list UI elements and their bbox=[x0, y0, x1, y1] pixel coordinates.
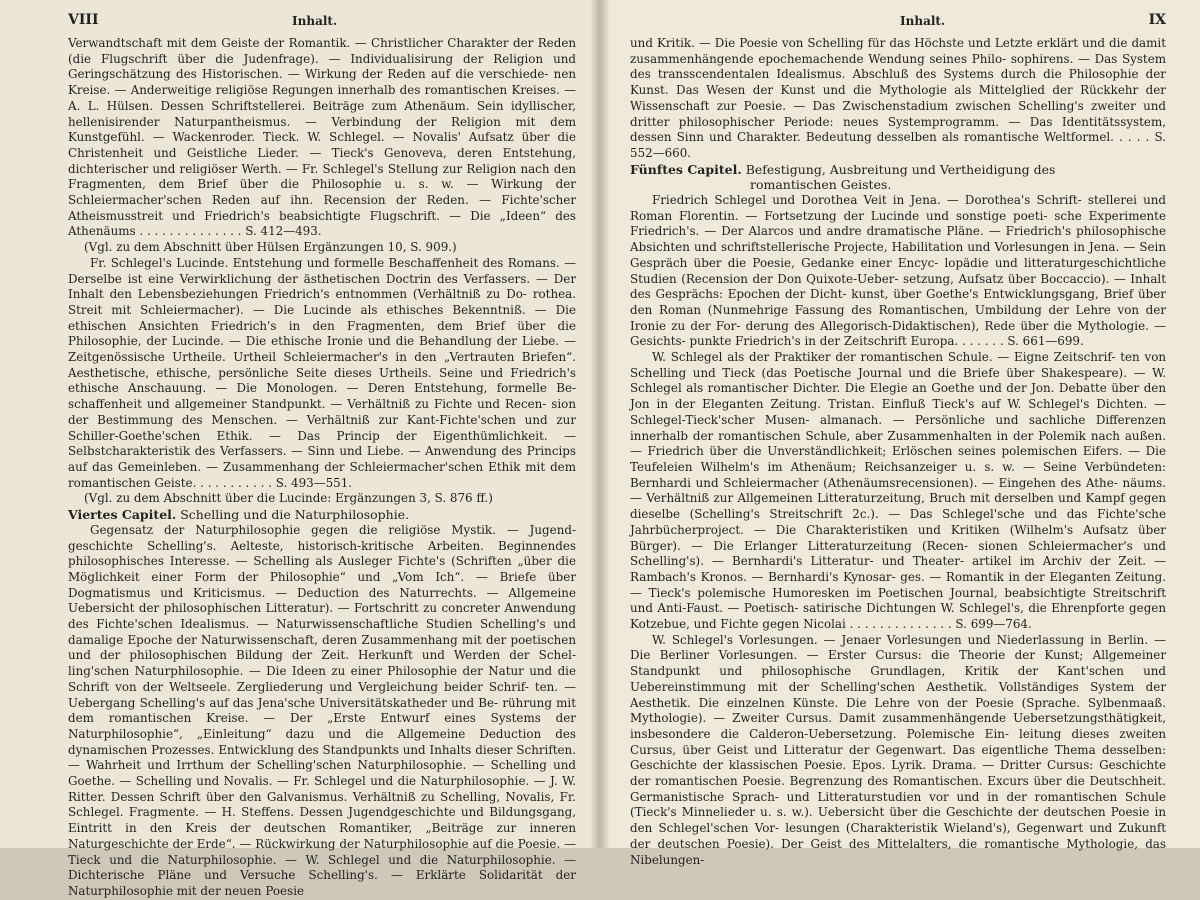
text-line: Bernhardi und Schleiermacher (Athenäumsrecensionen). — Eingehen des Athe- bbox=[630, 475, 1118, 490]
text-line: Schelling's. — Erklärte Solidarität der Naturphilosophie mit der neuen Poesie bbox=[68, 868, 576, 898]
text-line: des Romantischen. Excurs über die Deutschheit. Germanistische Sprach- und bbox=[630, 774, 1166, 804]
text-line: rothea. Streit mit Schleiermacher). — Die Lucinde als ethisches Bekenntniß. — bbox=[68, 287, 577, 317]
text-line: Drama. — Dritter Cursus: Geschichte der romantischen Poesie. Begrenzung bbox=[630, 758, 1167, 789]
text-line: zur Schiller-Goethe'schen Ethik. — Das Princip der Eigenthümlichkeit. — bbox=[68, 412, 577, 443]
text-line: satirische Dichtungen W. Schlegel's, die Ehrenpforte gegen Kotzebue, und Fichte bbox=[630, 601, 1166, 632]
text-line: Friedrich Schlegel und Dorothea Veit in Jena. — Dorothea's Schrift- bbox=[652, 193, 1082, 208]
text-line: Zeitgenössische Urtheile. Urtheil Schleiermacher's in den „Vertrauten Briefen“. bbox=[68, 350, 576, 365]
text-line: geschichte Schelling's. Aelteste, historisch-kritische Arbeiten. Beginnendes bbox=[68, 538, 576, 553]
right-running-head: Inhalt. bbox=[900, 14, 946, 28]
text-line: Systems durch die Philosophie der Kunst. Das Wesen der Kunst und die bbox=[630, 67, 1166, 98]
text-line: und das Fichte'sche Jahrbücherproject. — Die Charakteristiken und Kritiken bbox=[630, 507, 1167, 537]
text-line: Princips auf das Gemeinleben. — Zusammenhang der Schleiermacher'schen bbox=[68, 444, 577, 474]
text-line: (Wilhelm's Aufsatz über Bürger). — Die Erlanger Litteraturzeitung (Recen- bbox=[630, 522, 1166, 553]
text-line: „Ideen“ des Athenäums . . . . . . . . . . . . . . S. 412—493. bbox=[68, 208, 576, 239]
left-page-number: VIII bbox=[68, 12, 99, 28]
text-line: Wirkung der Schleiermacher'schen Reden auf ihn. Recension der Reden. — bbox=[68, 177, 576, 208]
text-line: philosophisches Interesse. — Schelling als Ausleger Fichte's (Schriften „über bbox=[68, 554, 552, 569]
text-line: Verwandtschaft mit dem Geiste der Romantik. — Christlicher Charakter der bbox=[68, 36, 534, 50]
text-line: ten von Schelling und Tieck (das Poetische Journal und die Briefe über bbox=[630, 350, 1167, 380]
text-line: Dogmatismus und Kriticismus. — Deduction des Naturrechts. — Allgemeine bbox=[68, 585, 576, 600]
text-line: setzung, Aufsatz über Boccaccio). — Inhalt des Gesprächs: Epochen der Dicht- bbox=[630, 271, 1166, 302]
text-line: Sein idyllischer, hellenisirender Naturpantheismus. — Verbindung der Religion bbox=[68, 98, 577, 129]
text-line: Aesthetische, ethische, persönliche Seite dieses Urtheils. Seine und Friedrich's bbox=[68, 365, 576, 380]
text-line: Zwischenstadium zwischen Schelling's zweiter und dritter philosophischer Periode: bbox=[630, 98, 1166, 129]
text-line: Uebersicht der philosophischen Litteratur). — Fortschritt zu concreter Anwendung bbox=[68, 601, 576, 616]
text-line: lesungen (Charakteristik Wieland's), Gegenwart und Zukunft der deutschen bbox=[630, 821, 1167, 851]
text-line: der Naturphilosophie“, „Einleitung“ dazu und die Allgemeine Deduction des bbox=[68, 711, 576, 741]
text-line: ten. — Uebergang Schelling's auf das Jena'sche Universitätskatheder und Be- bbox=[68, 679, 576, 710]
supplement-note-huelsen: (Vgl. zu dem Abschnitt über Hülsen Ergänzungen 10, S. 909.) bbox=[84, 240, 457, 255]
text-line: sophirens. — Das System des transscendentalen Idealismus. Abschluß des bbox=[630, 51, 1167, 82]
text-line: Vorlesungen in Jena. — Sein Gespräch über die Poesie, Gedanke einer Encyc- bbox=[630, 240, 1166, 270]
text-line: ling'schen Naturphilosophie. — Die Ideen zu einer Philosophie der Natur und bbox=[68, 664, 553, 679]
text-line: Allgemeiner Standpunkt und philosophische Grundlagen, Kritik der Kant'schen bbox=[630, 648, 1167, 679]
text-line: Philosophie, der Lucinde. — Die ethische Ironie und die Behandlung der Liebe. — bbox=[68, 334, 576, 349]
left-running-head: Inhalt. bbox=[292, 14, 338, 28]
right-page-number: IX bbox=[1148, 12, 1166, 28]
text-line: W. Schlegel's Vorlesungen. — Jenaer Vorlesungen und Niederlassung in bbox=[652, 632, 1102, 647]
chapter-label: Fünftes Capitel. bbox=[630, 161, 742, 177]
text-line: kunst, über Goethe's Entwicklungsgang, Brief über den Roman (Nunmehrige bbox=[630, 287, 1166, 317]
text-line: punkte Friedrich's in der Zeitschrift Europa. . . . . . . S. 661—699. bbox=[689, 334, 1084, 349]
text-line: dynamischen Prozesses. Entwicklung des Standpunkts und Inhalts dieser bbox=[68, 742, 513, 757]
text-line: die Möglichkeit einer Form der Philosophie“ und „Vom Ich“. — Briefe über bbox=[68, 554, 576, 584]
right-page-header bbox=[630, 12, 1166, 36]
text-line: Fassung des Romantischen, Umbildung der Lehre von der Ironie zu der For- bbox=[630, 302, 1167, 333]
text-line: und die damit zusammenhängende epochemachende Wendung seines Philo- bbox=[630, 36, 1166, 66]
text-line: und Geringschätzung des Historischen. — Wirkung der Reden auf die verschiede- bbox=[68, 51, 577, 82]
toc-entry-schelling-cont bbox=[630, 36, 1166, 162]
text-line: ethische Anschauung. — Die Monologen. — Deren Entstehung, formelle Be- bbox=[68, 381, 576, 396]
text-line: W. Schlegel und die Naturphilosophie. — Dichterische Pläne und Versuche bbox=[68, 852, 576, 883]
text-line: Religion nach den Fragmenten, dem Brief über die Philosophie u. s. w. — bbox=[68, 161, 577, 192]
text-line: Schule, aber Zusammenhalten in der Polemik nach außen. — Friedrich über bbox=[630, 428, 1166, 459]
text-line: neues Systemprogramm. — Das Identitätssystem, dessen Sinn und Charakter. bbox=[630, 114, 1167, 145]
text-line: und Kampf gegen dieselbe (Schelling's Streitschrift 2c.). — Das Schlegel'sche bbox=[630, 491, 1167, 522]
text-line: Romantiker, „Beiträge zur inneren Naturgeschichte der Erde“. — Rückwirkung bbox=[68, 821, 577, 851]
text-line: Selbstcharakteristik des Verfassers. — Sinn und Liebe. — Anwendung des bbox=[68, 444, 523, 459]
text-line: Gegensatz der Naturphilosophie gegen die religiöse Mystik. — Jugend- bbox=[90, 522, 576, 537]
text-line: Friedrich's philosophische Absichten und schriftstellerische Projecte, Habilitation und bbox=[630, 224, 1166, 255]
text-line: schaffenheit und allgemeiner Standpunkt. — Verhältniß zu Fichte und Recen- bbox=[68, 397, 547, 412]
text-line: ges. — Romantik in der Eleganten Zeitung. — Tieck's polemische Humoresken bbox=[630, 569, 1167, 600]
text-line: Aufsatz über die Christenheit und Geistliche Lieder. — Tieck's Genoveva, deren bbox=[68, 130, 577, 160]
left-page-body bbox=[68, 36, 576, 900]
text-line: gegen Nicolai . . . . . . . . . . . . . . S. 699—764. bbox=[762, 617, 1032, 632]
text-line: sionen Schleiermacher's und Schelling's). — Bernhardi's Litteratur- und Theater- bbox=[630, 538, 1166, 569]
text-line: Shakespeare). — W. Schlegel als romantischer Dichter. Die Elegie an Goethe bbox=[630, 365, 1166, 396]
text-line: rührung mit dem romantischen Kreise. — Der „Erste Entwurf eines Systems bbox=[68, 695, 577, 726]
text-line: sion der Bestimmung des Menschen. — Verhältniß zur Kant-Fichte'schen und bbox=[68, 397, 576, 427]
text-line: lopädie und litteraturgeschichtliche Studien (Recension der Don Quixote-Ueber- bbox=[630, 255, 1166, 286]
chapter-title-line-1: Befestigung, Ausbreitung und Vertheidigung des bbox=[745, 161, 1056, 177]
chapter-label: Viertes Capitel. bbox=[68, 507, 177, 523]
text-line: Ethik mit dem romantischen Geiste. . . . . . . . . . . S. 493—551. bbox=[68, 459, 576, 490]
text-line: der Aesthetik. Die einzelnen Künste. Die Lehre von der Poesie (Sprache. bbox=[630, 679, 1167, 710]
left-page bbox=[0, 0, 600, 898]
text-line: Kreises. — A. L. Hülsen. Dessen Schriftstellerei. Beiträge zum Athenäum. bbox=[68, 83, 576, 113]
text-line: nen Kreise. — Anderweitige religiöse Regungen innerhalb des romantischen bbox=[68, 67, 577, 98]
text-line: sche Experimente Friedrich's. — Der Alarcos und andre dramatische Pläne. — bbox=[630, 208, 1166, 239]
text-line: Uebersetzungsthätigkeit, insbesondere die Calderon-Uebersetzung. Polemische Ein- bbox=[630, 711, 1166, 741]
text-line: Reden (die Flugschrift über die Judenfrage). — Individualisirung der Religion bbox=[68, 36, 577, 66]
chapter-heading-4 bbox=[68, 507, 576, 523]
text-line: damalige Epoche der Naturwissenschaft, deren Zusammenhang mit der poetischen bbox=[68, 632, 576, 647]
text-line: — Derselbe ist eine Verwirklichung der ästhetischen Doctrin des Verfassers. — bbox=[68, 255, 577, 286]
text-line: Bedeutung desselben als romantische Weltformel. . . . . S. 552—660. bbox=[630, 130, 1167, 160]
text-line: Litteraturstudien vor und in der romantischen Schule (Tieck's Minnelieder u. s. w.). bbox=[630, 789, 1166, 820]
text-line: die Schrift von der Weltseele. Zergliederung und Vergleichung beider Schrif- bbox=[68, 664, 577, 694]
text-line: Poesie). Der Geist des Mittelalters, die romantische Mythologie, das Nibelungen- bbox=[630, 836, 1166, 867]
text-line: Wilhelm's im Athenäum; Reichsanzeiger u. s. w. — Seine Verbündeten: bbox=[700, 459, 1167, 474]
text-line: und der philosophischen Bildung der Zeit. Herkunft und Werden der Schel- bbox=[68, 648, 576, 663]
chapter-title-line-2: romantischen Geistes. bbox=[750, 177, 892, 193]
text-line: Die ethischen Ansichten Friedrich's in den Fragmenten, dem Brief über die bbox=[68, 302, 576, 333]
text-line: Fr. Schlegel's Lucinde. Entstehung und formelle Beschaffenheit des Romans. bbox=[90, 255, 560, 270]
text-line: Naturphilosophie. — J. W. Ritter. Dessen Schrift über den Galvanismus. bbox=[68, 774, 577, 804]
text-line: im Poetischen Journal, beabsichtigte Streitschrift und Anti-Faust. — Poetisch- bbox=[630, 585, 1166, 616]
toc-entry-schelling bbox=[68, 523, 576, 900]
text-line: und Kritik. — Die Poesie von Schelling für das Höchste und Letzte erklärt bbox=[630, 36, 1078, 50]
text-line: Der Inhalt den Lebensbeziehungen Friedrich's entnommen (Verhältniß zu Do- bbox=[68, 271, 577, 302]
toc-entry-friedrich-jena bbox=[630, 193, 1166, 350]
text-line: stellerei und Roman Florentin. — Fortsetzung der Lucinde und sonstige poeti- bbox=[630, 193, 1167, 223]
text-line: derung des Allegorisch-Didaktischen), Rede über die Mythologie. — Gesichts- bbox=[630, 318, 1167, 349]
text-line: die Unverständlichkeit; Erlöschen seines polemischen Eifers. — Die Teufeleien bbox=[630, 444, 1166, 474]
left-page-header bbox=[68, 12, 576, 36]
chapter-heading-5 bbox=[630, 162, 1166, 193]
right-page-body bbox=[630, 36, 1166, 868]
supplement-note-lucinde: (Vgl. zu dem Abschnitt über die Lucinde: Ergänzungen 3, S. 876 ff.) bbox=[84, 491, 493, 506]
chapter-title: Schelling und die Naturphilosophie. bbox=[180, 507, 410, 523]
toc-entry-religion bbox=[68, 36, 576, 240]
text-line: leitung dieses zweiten Cursus, über Geist und Litteratur der Gegenwart. Das bbox=[630, 726, 1167, 757]
text-line: Entstehung, dichterischer und religiöser Werth. — Fr. Schlegel's Stellung zur bbox=[68, 145, 576, 176]
text-line: Schriften. — Wahrheit und Irrthum der Schelling'schen Naturphilosophie. — bbox=[68, 742, 576, 773]
toc-entry-w-schlegel-vorlesungen bbox=[630, 633, 1166, 869]
text-line: Fichte'scher Atheismusstreit und Friedrich's beabsichtigte Flugschrift. — Die bbox=[68, 193, 577, 223]
text-line: eigentliche Thema desselben: Geschichte der klassischen Poesie. Epos. Lyrik. bbox=[630, 742, 1166, 773]
text-line: der Naturphilosophie auf die Poesie. — Tieck und die Naturphilosophie. — bbox=[68, 836, 576, 867]
text-line: Einfluß Tieck's auf W. Schlegel's Dichten. — Schlegel-Tieck'scher Musen- bbox=[630, 397, 1166, 427]
text-line: Schelling und Goethe. — Schelling und Novalis. — Fr. Schlegel und die bbox=[68, 758, 577, 789]
text-line: Mythologie als Mittelglied der Rückkehr der Wissenschaft zur Poesie. — Das bbox=[630, 83, 1166, 113]
book-gutter bbox=[590, 0, 610, 848]
text-line: artikel im Archiv der Zeit. — Rambach's Kronos. — Bernhardi's Kynosar- bbox=[630, 554, 1166, 584]
toc-entry-lucinde bbox=[68, 256, 576, 492]
text-line: almanach. — Persönliche und sachliche Differenzen innerhalb der romantischen bbox=[630, 412, 1167, 443]
text-line: Verhältniß zu Schelling, Novalis, Fr. Schlegel. Fragmente. — H. Steffens. bbox=[68, 789, 576, 820]
text-line: Sylbenmaaß. Mythologie). — Zweiter Cursus. Damit zusammenhängende bbox=[630, 695, 1167, 726]
text-line: und der Jon. Debatte über den Jon in der Eleganten Zeitung. Tristan. bbox=[630, 381, 1167, 412]
text-line: Dessen Jugendgeschichte und Bildungsgang, Eintritt in den Kreis der deutschen bbox=[68, 805, 576, 836]
text-line: Uebersicht über die Geschichte der deutschen Poesie in den Schlegel'schen Vor- bbox=[630, 805, 1167, 836]
text-line: Berlin. — Die Berliner Vorlesungen. — Erster Cursus: die Theorie der Kunst; bbox=[630, 632, 1166, 663]
text-line: und Uebereinstimmung mit der Schelling'schen Aesthetik. Vollständiges System bbox=[630, 664, 1166, 694]
text-line: des Fichte'schen Idealismus. — Naturwissenschaftliche Studien Schelling's und bbox=[68, 617, 576, 632]
text-line: W. Schlegel als der Praktiker der romantischen Schule. — Eigne Zeitschrif- bbox=[652, 350, 1116, 365]
toc-entry-w-schlegel-practiker bbox=[630, 350, 1166, 633]
text-line: näums. — Verhältniß zur Allgemeinen Litteraturzeitung, Bruch mit derselben bbox=[630, 475, 1166, 506]
right-page bbox=[600, 0, 1200, 867]
text-line: mit dem Kunstgefühl. — Wackenroder. Tieck. W. Schlegel. — Novalis' bbox=[68, 114, 577, 145]
